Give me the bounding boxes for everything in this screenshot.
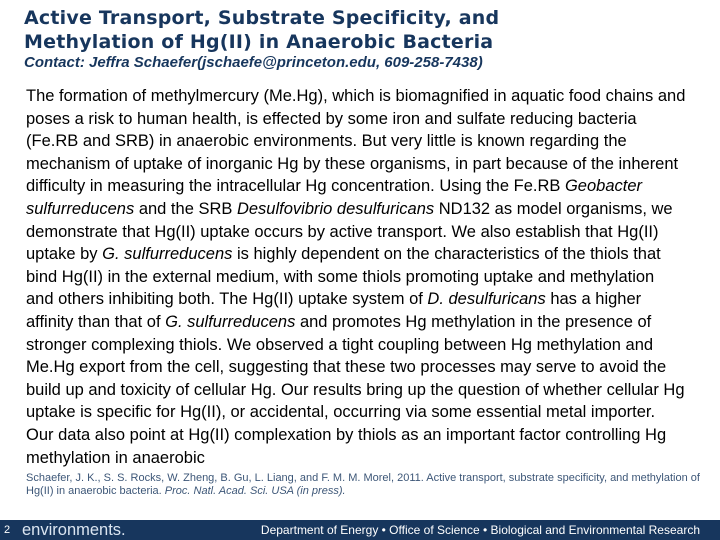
abstract-part-1: The formation of methylmercury (Me.Hg), which is biomagnified in aquatic food chains and poses a risk to human health, is effected by some iron and sulfate reducing bacteria (Fe.RB and SRB) in anaerobic environments. But very little is known regarding the mechanism of uptake of inorganic Hg by these organisms, in part because of the inherent difficulty in measuring the intracellular Hg concentration. Using the Fe.RB: [26, 87, 686, 196]
abstract-part-6: and promotes Hg methylation in the presence of stronger complexing thiols. We observed a tight coupling between Hg methylation and Me.Hg export from the cell, suggesting that these two processes may serve to avoid the build up and toxicity of cellular Hg. Our results bring up the question of whether cellular Hg uptake is specific for Hg(II), or accidental, occurring via some essential metal importer. Our data also point at Hg(II) complexation by thiols as an important factor controlling Hg methylation in anaerobic: [26, 312, 685, 467]
citation-authors: Schaefer, J. K., S. S. Rocks, W. Zheng, B. Gu, L. Liang, and F. M. M. Morel, 2011. Active transport, substrate specificity, and methylation of Hg(II) in anaerobic bacteria.: [26, 472, 700, 497]
citation-journal: Proc. Natl. Acad. Sci. USA (in press).: [164, 485, 346, 497]
organism-g-sulfurreducens-1: G. sulfurreducens: [102, 245, 233, 264]
organism-desulfovibrio: Desulfovibrio desulfuricans: [236, 199, 435, 218]
citation: [26, 472, 706, 498]
abstract-last-word: environments.: [22, 521, 126, 539]
slide-title: [24, 6, 714, 54]
contact-line: Contact: Jeffra Schaefer(jschaefe@princeton.edu, 609-258-7438): [24, 54, 483, 71]
abstract-text: [26, 85, 686, 527]
footer-bar: [0, 520, 720, 540]
organism-g-sulfurreducens-2: G. sulfurreducens: [165, 312, 296, 331]
abstract-part-5: has a higher affinity than that of: [26, 290, 642, 331]
organism-geobacter: Geobacter sulfurreducens: [26, 177, 643, 218]
footer-agency-text: Department of Energy • Office of Science • Biological and Environmental Research: [260, 523, 700, 537]
slide-title-line-2: Methylation of Hg(II) in Anaerobic Bacteria: [24, 31, 494, 53]
organism-d-desulfuricans: D. desulfuricans: [427, 290, 546, 309]
abstract-part-3: ND132 as model organisms, we demonstrate that Hg(II) uptake occurs by active transport. We also establish that Hg(II) uptake by: [26, 199, 673, 264]
abstract-part-4: is highly dependent on the characteristics of the thiols that bind Hg(II) in the external medium, with some thiols promoting uptake and methylation and others inhibiting both. The Hg(II) uptake system of: [26, 245, 661, 309]
abstract-part-2: and the SRB: [134, 199, 237, 218]
slide-number: 2: [4, 524, 11, 536]
slide-title-line-1: Active Transport, Substrate Specificity, and: [24, 7, 500, 29]
